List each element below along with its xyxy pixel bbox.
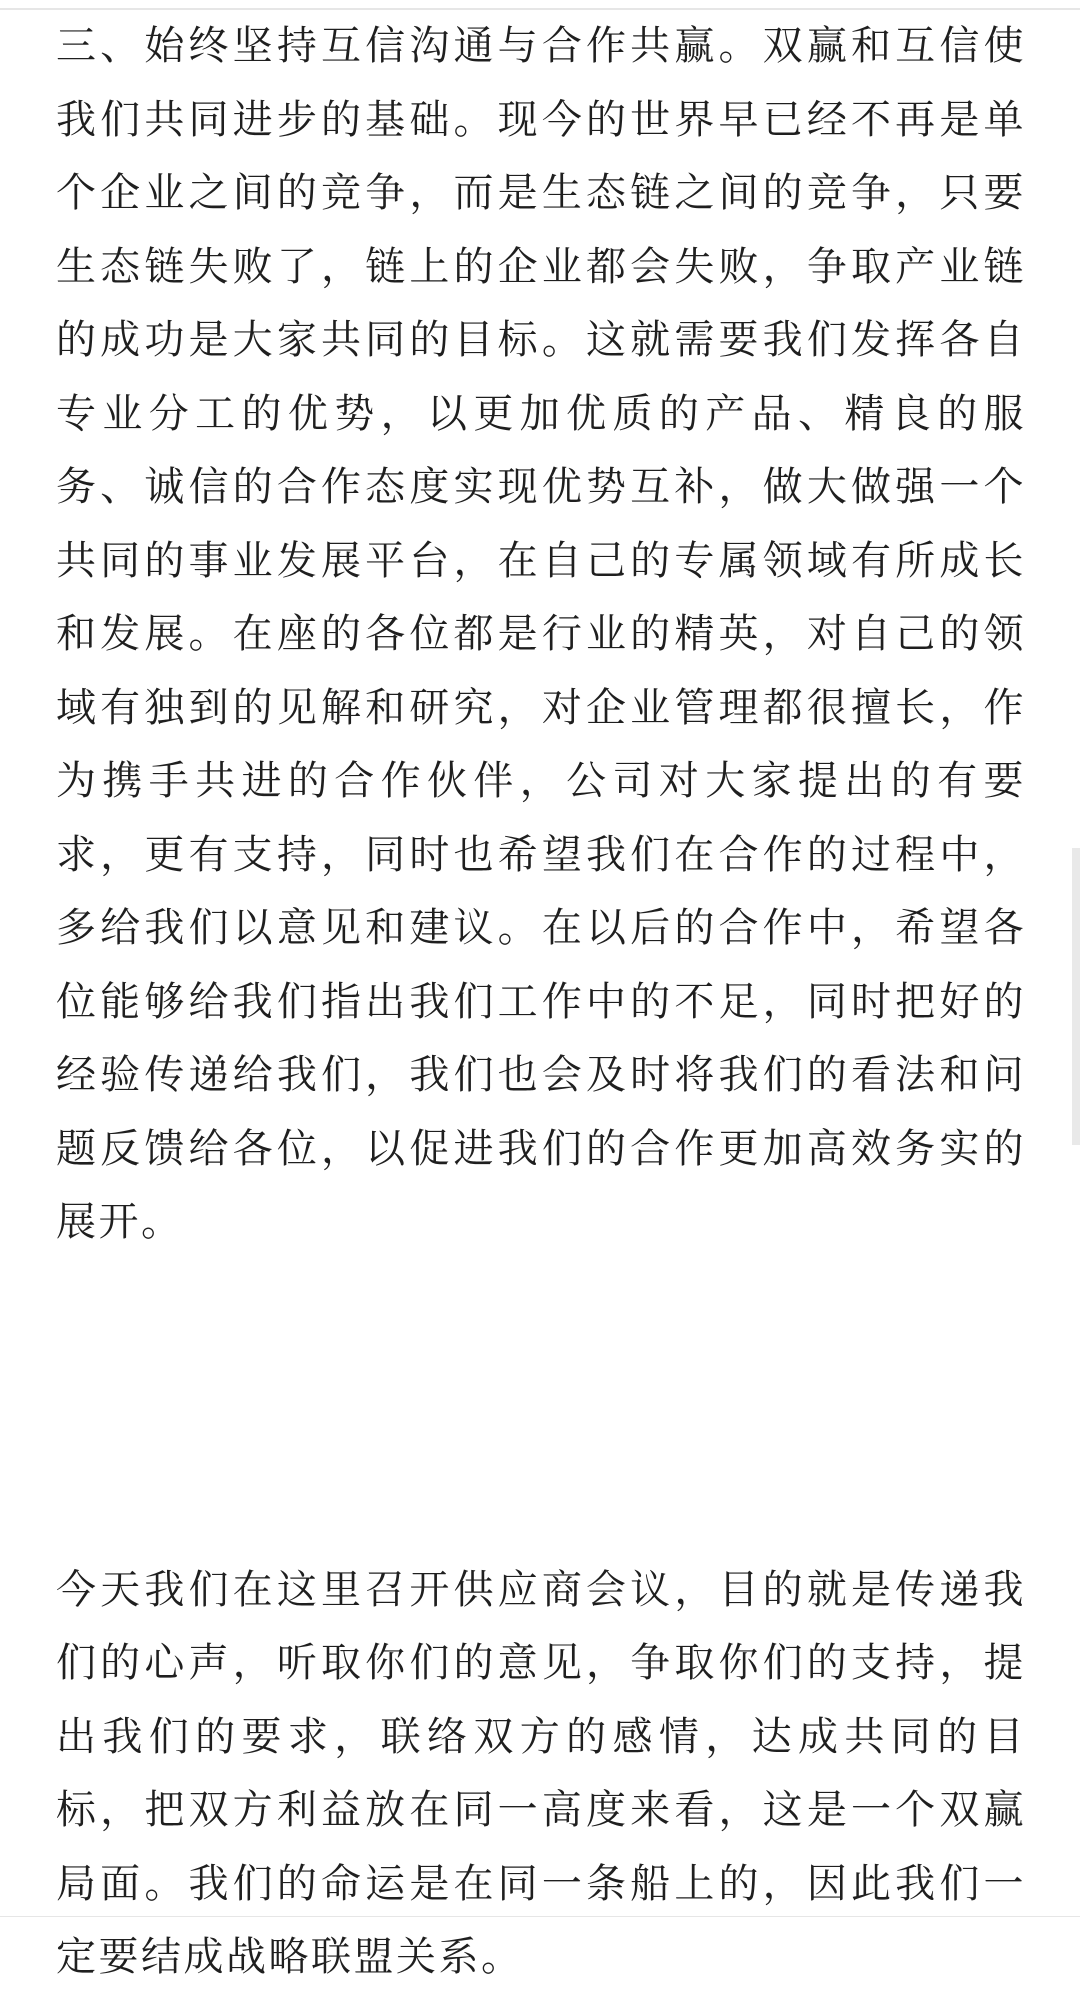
paragraph-cooperation: 三、始终坚持互信沟通与合作共赢。双赢和互信使我们共同进步的基础。现今的世界早已经不再是单个企业之间的竞争，而是生态链之间的竞争，只要生态链失败了，链上的企业都会失败，争取产业链的成功是大家共同的目标。这就需要我们发挥各自专业分工的优势，以更加优质的产品、精良的服务、诚信的合作态度实现优势互补，做大做强一个共同的事业发展平台，在自己的专属领域有所成长和发展。在座的各位都是行业的精英，对自己的领域有独到的见解和研究，对企业管理都很擅长，作为携手共进的合作伙伴，公司对大家提出的有要求，更有支持，同时也希望我们在合作的过程中，多给我们以意见和建议。在以后的合作中，希望各位能够给我们指出我们工作中的不足，同时把好的经验传递给我们，我们也会及时将我们的看法和问题反馈给各位，以促进我们的合作更加高效务实的展开。 <box>56 23 1026 1245</box>
paragraph-supplier-meeting: 今天我们在这里召开供应商会议，目的就是传递我们的心声，听取你们的意见，争取你们的支持，提出我们的要求，联络双方的感情，达成共同的目标，把双方利益放在同一高度来看，这是一个双赢局面。我们的命运是在同一条船上的，因此我们一定要结成战略联盟关系。 <box>56 1566 1026 1980</box>
bottom-divider <box>0 1916 1080 1917</box>
paragraph-spacer <box>56 1260 1026 1554</box>
vertical-scrollbar[interactable] <box>1072 848 1080 1145</box>
article-body <box>56 10 1026 1995</box>
